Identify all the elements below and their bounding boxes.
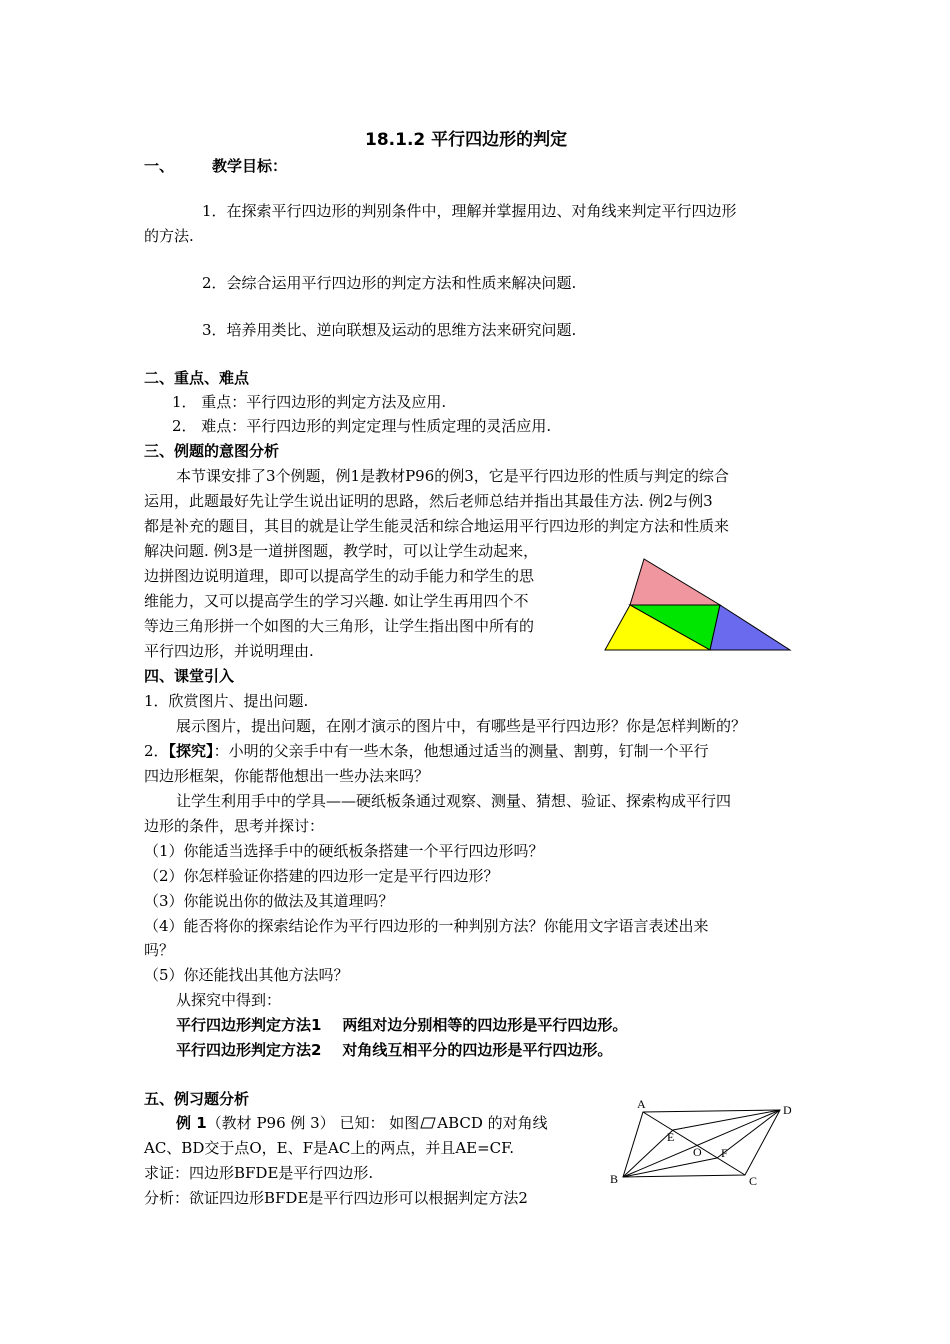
label-f: F: [721, 1146, 728, 1160]
parallelogram-symbol-icon: [420, 1117, 436, 1129]
diagonal-bd: [623, 1110, 780, 1177]
section-3-para-line-3: 都是补充的题目，其目的就是让学生能灵活和综合地运用平行四边形的判定方法和性质来: [144, 517, 730, 535]
intro-item-1-body: 展示图片，提出问题，在刚才演示的图片中，有哪些是平行四边形？你是怎样判断的？: [176, 717, 747, 735]
example-1-text-b: ABCD 的对角线: [437, 1114, 548, 1132]
segment-bf: [623, 1158, 717, 1177]
objective-1-line-2: 的方法.: [144, 227, 194, 245]
example-1-analysis: 分析：欲证四边形BFDE是平行四边形可以根据判定方法2: [144, 1189, 528, 1207]
label-d: D: [783, 1103, 792, 1117]
parallelogram-figure: [605, 1095, 805, 1190]
section-3-para-line-7: 等边三角形拼一个如图的大三角形，让学生指出图中所有的: [144, 617, 535, 635]
section-4-heading: 四、课堂引入: [144, 667, 235, 685]
intro-item-2-number: 2．: [144, 742, 169, 760]
section-3-heading: 三、例题的意图分析: [144, 442, 280, 460]
segment-ed: [673, 1110, 780, 1130]
objective-1-line-1: 1．在探索平行四边形的判别条件中，理解并掌握用边、对角线来判定平行四边形: [202, 202, 737, 220]
label-a: A: [637, 1097, 646, 1111]
example-1-line-1: [176, 1113, 548, 1133]
question-3: （3）你能说出你的做法及其道理吗？: [144, 892, 394, 910]
example-1-label: 例 1: [176, 1114, 207, 1132]
question-2: （2）你怎样验证你搭建的四边形一定是平行四边形？: [144, 867, 499, 885]
intro-item-2-line-2: 四边形框架，你能帮他想出一些办法来吗？: [144, 767, 430, 785]
conclusion-lead: 从探究中得到：: [176, 991, 282, 1009]
intro-item-2-text: ：小明的父亲手中有一些木条，他想通过适当的测量、割剪，钉制一个平行: [213, 742, 709, 760]
objective-3: 3．培养用类比、逆向联想及运动的思维方法来研究问题.: [202, 321, 577, 339]
question-1: （1）你能适当选择手中的硬纸板条搭建一个平行四边形吗？: [144, 842, 544, 860]
question-5: （5）你还能找出其他方法吗？: [144, 966, 349, 984]
section-3-para-line-4: 解决问题. 例3是一道拼图题，教学时，可以让学生动起来，: [144, 542, 539, 560]
objective-2: 2．会综合运用平行四边形的判定方法和性质来解决问题.: [202, 274, 577, 292]
activity-line-1: 让学生利用手中的学具——硬纸板条通过观察、测量、猜想、验证、探索构成平行四: [176, 792, 732, 810]
section-3-para-line-6: 维能力，又可以提高学生的学习兴趣. 如让学生再用四个不: [144, 592, 529, 610]
activity-line-2: 边形的条件，思考并探讨：: [144, 817, 325, 835]
intro-item-2: [144, 741, 709, 761]
intro-item-1: 1．欣赏图片、提出问题.: [144, 692, 309, 710]
method-2: 平行四边形判定方法2 对角线互相平分的四边形是平行四边形。: [176, 1041, 613, 1059]
method-1: 平行四边形判定方法1 两组对边分别相等的四边形是平行四边形。: [176, 1016, 628, 1034]
question-4-line-1: （4）能否将你的探索结论作为平行四边形的一种判别方法？你能用文字语言表述出来: [144, 917, 709, 935]
example-1-text-a: （教材 P96 例 3） 已知： 如图: [206, 1114, 420, 1132]
example-1-prove: 求证：四边形BFDE是平行四边形.: [144, 1164, 374, 1182]
label-c: C: [749, 1174, 758, 1188]
pink-triangle: [630, 559, 720, 605]
section-3-para-line-1: 本节课安排了3个例题，例1是教材P96的例3，它是平行四边形的性质与判定的综合: [176, 467, 729, 485]
section-3-para-line-2: 运用，此题最好先让学生说出证明的思路，然后老师总结并指出其最佳方法. 例2与例3: [144, 492, 713, 510]
triangle-puzzle-figure: [600, 555, 795, 655]
section-3-para-line-8: 平行四边形，并说明理由.: [144, 642, 314, 660]
label-b: B: [610, 1172, 619, 1186]
question-4-line-2: 吗？: [144, 941, 175, 959]
section-2-heading: 二、重点、难点: [144, 369, 250, 387]
blue-triangle: [710, 605, 790, 650]
section-5-heading: 五、例习题分析: [144, 1090, 250, 1108]
section-1-heading: 教学目标：: [212, 157, 288, 175]
label-o: O: [693, 1145, 702, 1159]
label-e: E: [667, 1130, 675, 1144]
explore-tag: 【探究】: [168, 742, 214, 760]
example-1-line-2: AC、BD交于点O，E、F是AC上的两点，并且AE=CF.: [144, 1139, 514, 1157]
key-point-1: 1． 重点：平行四边形的判定方法及应用.: [172, 393, 447, 411]
page-title: 18.1.2 平行四边形的判定: [365, 130, 568, 150]
section-1-number: 一、: [144, 157, 175, 175]
key-point-2: 2． 难点：平行四边形的判定定理与性质定理的灵活应用.: [172, 417, 552, 435]
section-3-para-line-5: 边拼图边说明道理，即可以提高学生的动手能力和学生的思: [144, 567, 535, 585]
